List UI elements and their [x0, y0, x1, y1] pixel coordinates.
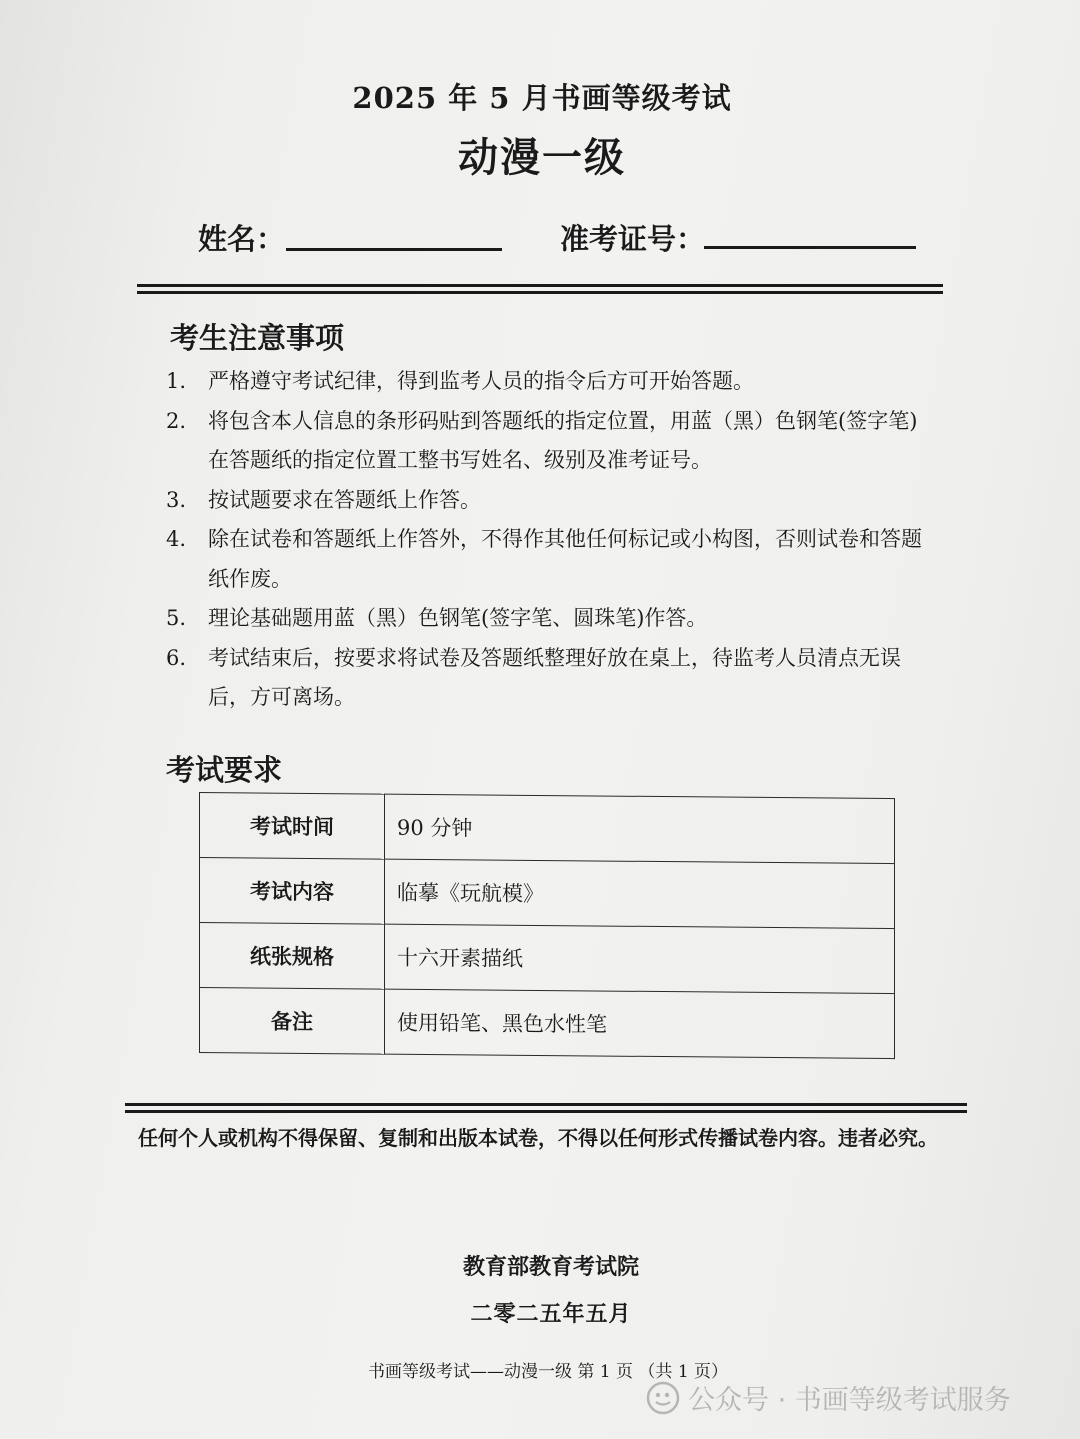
notice-item-text: 按试题要求在答题纸上作答。	[208, 487, 481, 512]
notice-item-number: 1.	[166, 369, 187, 393]
exam-title: 2025 年 5 月书画等级考试	[352, 81, 732, 115]
requirements-section-title: 考试要求	[166, 753, 283, 787]
wechat-icon	[646, 1381, 680, 1415]
notice-item	[166, 520, 936, 599]
watermark	[646, 1378, 1011, 1417]
notice-item-text: 理论基础题用蓝（黑）色钢笔(签字笔、圆珠笔)作答。	[208, 606, 708, 630]
notice-item-number: 3.	[166, 487, 187, 512]
notice-item-text: 严格遵守考试纪律，得到监考人员的指令后方可开始答题。	[208, 369, 754, 393]
table-row	[200, 793, 895, 864]
notice-item-text: 将包含本人信息的条形码贴到答题纸的指定位置，用蓝（黑）色钢笔(签字笔)在答题纸的指定位置工整书写姓名、级别及准考证号。	[208, 408, 918, 472]
subject-title: 动漫一级	[458, 134, 626, 181]
copyright-warning: 任何个人或机构不得保留、复制和出版本试卷，不得以任何形式传播试卷内容。违者必究。	[138, 1126, 938, 1150]
requirements-table	[199, 792, 895, 1059]
top-double-rule	[137, 284, 943, 294]
table-row	[200, 858, 895, 929]
notice-section-title: 考生注意事项	[170, 321, 345, 355]
name-blank-line	[286, 248, 502, 251]
table-row	[200, 923, 895, 994]
bottom-double-rule	[125, 1103, 967, 1113]
notice-item-number: 4.	[166, 527, 187, 551]
candidate-id-label: 准考证号：	[560, 222, 706, 256]
requirement-value: 十六开素描纸	[385, 924, 895, 993]
notice-item-number: 5.	[166, 606, 187, 630]
notice-list	[166, 362, 936, 718]
issuer: 教育部教育考试院	[462, 1254, 639, 1280]
requirement-key: 考试内容	[200, 858, 385, 925]
notice-item-number: 2.	[166, 408, 187, 433]
notice-item	[166, 639, 936, 718]
requirement-key: 备注	[200, 988, 385, 1055]
notice-item-text: 除在试卷和答题纸上作答外，不得作其他任何标记或小构图，否则试卷和答题纸作废。	[208, 527, 922, 591]
table-row	[200, 988, 895, 1059]
notice-item	[166, 599, 936, 639]
notice-item-text: 考试结束后，按要求将试卷及答题纸整理好放在桌上，待监考人员清点无误后，方可离场。	[208, 645, 901, 709]
notice-item	[166, 481, 936, 521]
issue-date: 二零二五年五月	[470, 1301, 632, 1327]
notice-item-number: 6.	[166, 645, 187, 670]
watermark-text: 公众号 · 书画等级考试服务	[688, 1385, 1011, 1416]
name-label: 姓名：	[198, 222, 286, 256]
candidate-id-blank-line	[704, 246, 916, 249]
notice-item	[166, 402, 936, 481]
page-footer: 书画等级考试——动漫一级 第 1 页 （共 1 页）	[368, 1362, 729, 1382]
requirement-value: 临摹《玩航模》	[385, 859, 895, 928]
requirement-key: 纸张规格	[200, 923, 385, 990]
requirement-value: 90 分钟	[385, 794, 895, 863]
requirement-value: 使用铅笔、黑色水性笔	[385, 989, 895, 1058]
notice-item	[166, 362, 936, 402]
requirement-key: 考试时间	[200, 793, 385, 860]
